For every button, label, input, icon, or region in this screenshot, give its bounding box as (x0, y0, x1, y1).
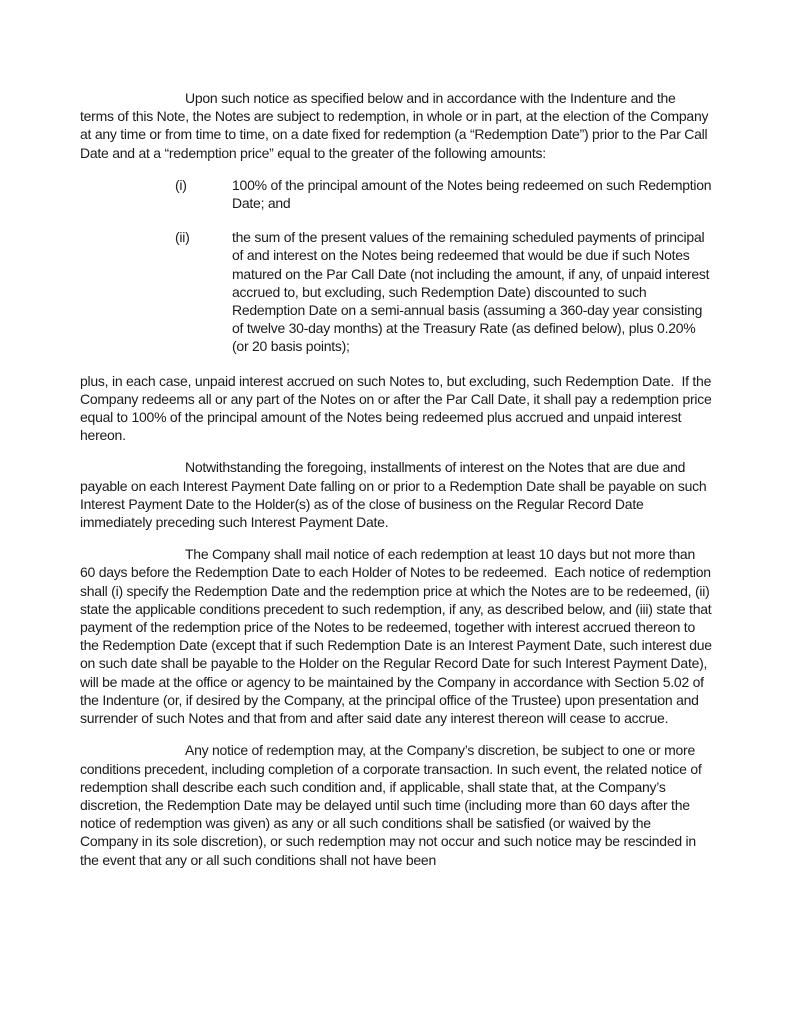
paragraph: Upon such notice as specified below and in accordance with the Indenture and the terms of this Note, the Notes are subject to redemption, in whole or in part, at the election of the Company at any time or from time to time, on a date fixed for redemption (a “Redemption Date”) prior to the Par Call Date and at a “redemption price” equal to the greater of the following amounts: (80, 90, 712, 161)
list-marker: (ii) (175, 229, 190, 246)
document-body (80, 89, 716, 883)
paragraph: Any notice of redemption may, at the Company’s discretion, be subject to one or more conditions precedent, including completion of a corporate transaction. In such event, the related notice of redemption shall describe each such condition and, if applicable, shall state that, at the Company’s discretion, the Redemption Date may be delayed until such time (including more than 60 days after the notice of redemption was given) as any or all such conditions shall be satisfied (or waived by the Company in its sole discretion), or such redemption may not occur and such notice may be rescinded in the event that any or all such conditions shall not have been (80, 742, 706, 868)
list-item-text: the sum of the present values of the remaining scheduled payments of principal of and interest on the Notes being redeemed that would be due if such Notes matured on the Par Call Date (not including the amount, if any, of unpaid interest accrued to, but excluding, such Redemption Date) discounted to such Redemption Date on a semi-annual basis (assuming a 360-day year consisting of twelve 30-day months) at the Treasury Rate (as defined below), plus 0.20% (or 20 basis points); (232, 229, 713, 355)
list-item-text: 100% of the principal amount of the Notes being redeemed on such Redemption Date; and (232, 176, 715, 212)
paragraph: Notwithstanding the foregoing, installments of interest on the Notes that are due and payable on each Interest Payment Date falling on or prior to a Redemption Date shall be payable on such Interest Payment Date to the Holder(s) as of the close of business on the Regular Record Date immediately preceding such Interest Payment Date. (80, 459, 711, 531)
list-marker: (i) (175, 176, 187, 193)
list-item (175, 228, 712, 355)
paragraph: The Company shall mail notice of each redemption at least 10 days but not more than 60 days before the Redemption Date to each Holder of Notes to be redeemed. Each notice of redemption shall (i) specify the Redemption Date and the redemption price at which the Notes are to be redeemed, (ii) state the applicable conditions precedent to such redemption, if any, as described below, and (iii) state that payment of the redemption price of the Notes to be redeemed, together with interest accrued thereon to the Redemption Date (except that if such Redemption Date is an Interest Payment Date, such interest due on such date shall be payable to the Holder on the Regular Record Date for such Interest Payment Date), will be made at the office or agency to be maintained by the Company in accordance with Section 5.02 of the Indenture (or, if desired by the Company, at the principal office of the Trustee) upon presentation and surrender of such Notes and that from and after said date any interest thereon will cease to accrue. (80, 546, 716, 727)
list-item (175, 176, 715, 212)
paragraph: plus, in each case, unpaid interest accrued on such Notes to, but excluding, such Redemption Date. If the Company redeems all or any part of the Notes on or after the Par Call Date, it shall pay a redemption price equal to 100% of the principal amount of the Notes being redeemed plus accrued and unpaid interest hereon. (80, 372, 716, 444)
